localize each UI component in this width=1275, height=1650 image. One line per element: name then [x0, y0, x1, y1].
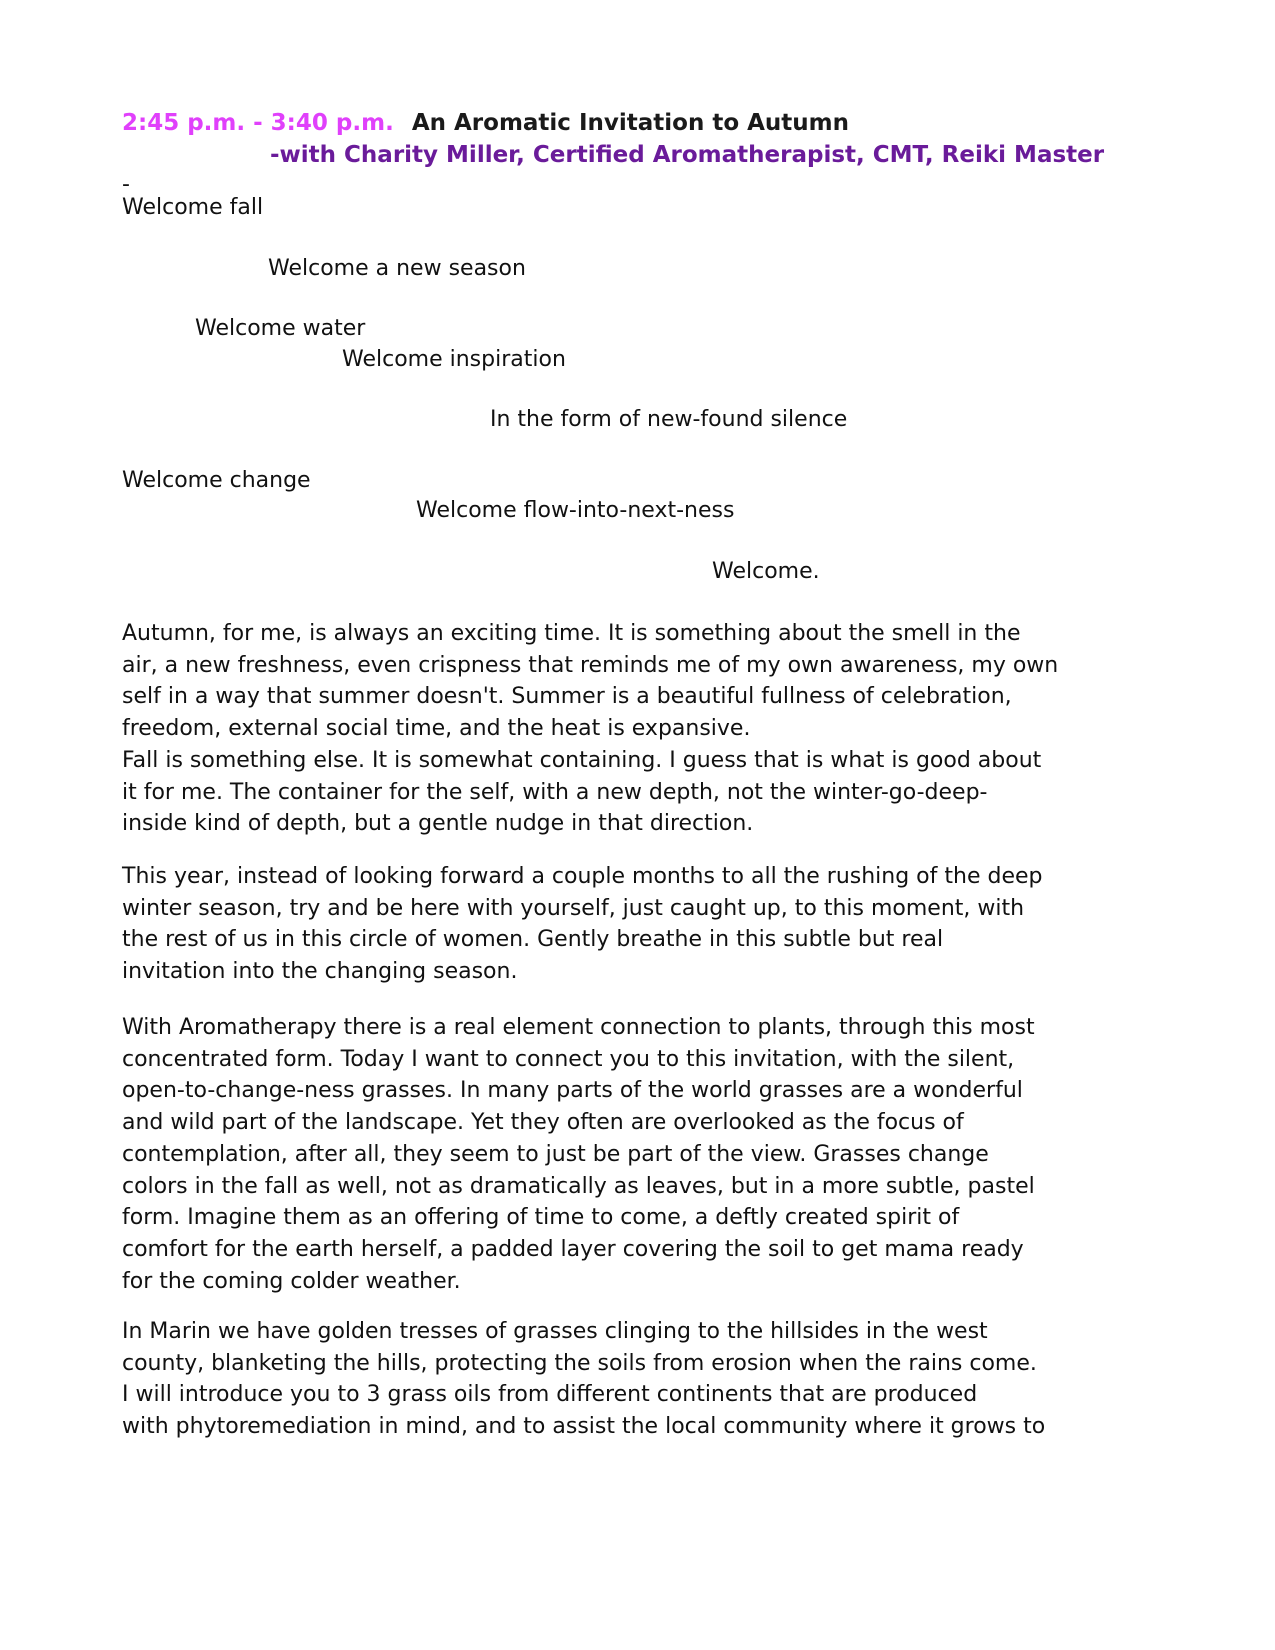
text-line: county, blanketing the hills, protecting the soils from erosion when the rains come. — [122, 1350, 1037, 1376]
text-line: it for me. The container for the self, with a new depth, not the winter-go-deep- — [122, 779, 988, 805]
paragraph — [122, 618, 1182, 840]
poem-line: Welcome. — [712, 559, 820, 584]
text-line: colors in the fall as well, not as dramatically as leaves, but in a more subtle, pastel — [122, 1173, 1035, 1199]
text-line: inside kind of depth, but a gentle nudge in that direction. — [122, 811, 754, 837]
paragraph — [122, 861, 1182, 988]
text-line: With Aromatherapy there is a real element connection to plants, through this most — [122, 1015, 1035, 1040]
separator-dash: - — [122, 172, 130, 197]
text-line: I will introduce you to 3 grass oils from different continents that are produced — [122, 1382, 978, 1408]
paragraph — [122, 1012, 1182, 1297]
text-line: winter season, try and be here with yourself, just caught up, to this moment, with — [122, 895, 1025, 921]
text-line: open-to-change-ness grasses. In many parts of the world grasses are a wonderful — [122, 1078, 1023, 1104]
session-time: 2:45 p.m. - 3:40 p.m. — [122, 110, 394, 136]
text-line: This year, instead of looking forward a couple months to all the rushing of the deep — [122, 864, 1043, 889]
poem-line: Welcome fall — [122, 195, 264, 220]
text-line: form. Imagine them as an offering of time to come, a deftly created spirit of — [122, 1205, 960, 1231]
text-line: and wild part of the landscape. Yet they often are overlooked as the focus of — [122, 1110, 964, 1136]
poem-line: Welcome flow-into-next-ness — [416, 498, 735, 523]
text-line: freedom, external social time, and the heat is expansive. — [122, 716, 751, 742]
text-line: invitation into the changing season. — [122, 959, 518, 985]
text-line: self in a way that summer doesn't. Summer is a beautiful fullness of celebration, — [122, 684, 1012, 710]
session-header — [122, 108, 849, 138]
text-line: contemplation, after all, they seem to just be part of the view. Grasses change — [122, 1141, 989, 1167]
session-title: An Aromatic Invitation to Autumn — [411, 110, 850, 136]
poem-line: In the form of new-found silence — [490, 407, 848, 432]
poem-line: Welcome change — [122, 468, 311, 493]
text-line: Autumn, for me, is always an exciting time. It is something about the smell in the — [122, 621, 1021, 646]
presenter-line: -with Charity Miller, Certified Aromatherapist, CMT, Reiki Master — [270, 142, 1105, 168]
paragraph — [122, 1316, 1182, 1443]
text-line: In Marin we have golden tresses of grasses clinging to the hillsides in the west — [122, 1319, 988, 1344]
text-line: the rest of us in this circle of women. Gently breathe in this subtle but real — [122, 927, 944, 953]
text-line: Fall is something else. It is somewhat containing. I guess that is what is good about — [122, 747, 1042, 773]
poem-line: Welcome inspiration — [342, 347, 566, 372]
poem-line: Welcome water — [195, 316, 366, 341]
text-line: concentrated form. Today I want to connect you to this invitation, with the silent, — [122, 1046, 1015, 1072]
text-line: with phytoremediation in mind, and to assist the local community where it grows to — [122, 1414, 1046, 1440]
text-line: comfort for the earth herself, a padded layer covering the soil to get mama ready — [122, 1236, 1024, 1262]
text-line: for the coming colder weather. — [122, 1268, 461, 1294]
poem-line: Welcome a new season — [268, 256, 526, 281]
text-line: air, a new freshness, even crispness that reminds me of my own awareness, my own — [122, 652, 1059, 678]
